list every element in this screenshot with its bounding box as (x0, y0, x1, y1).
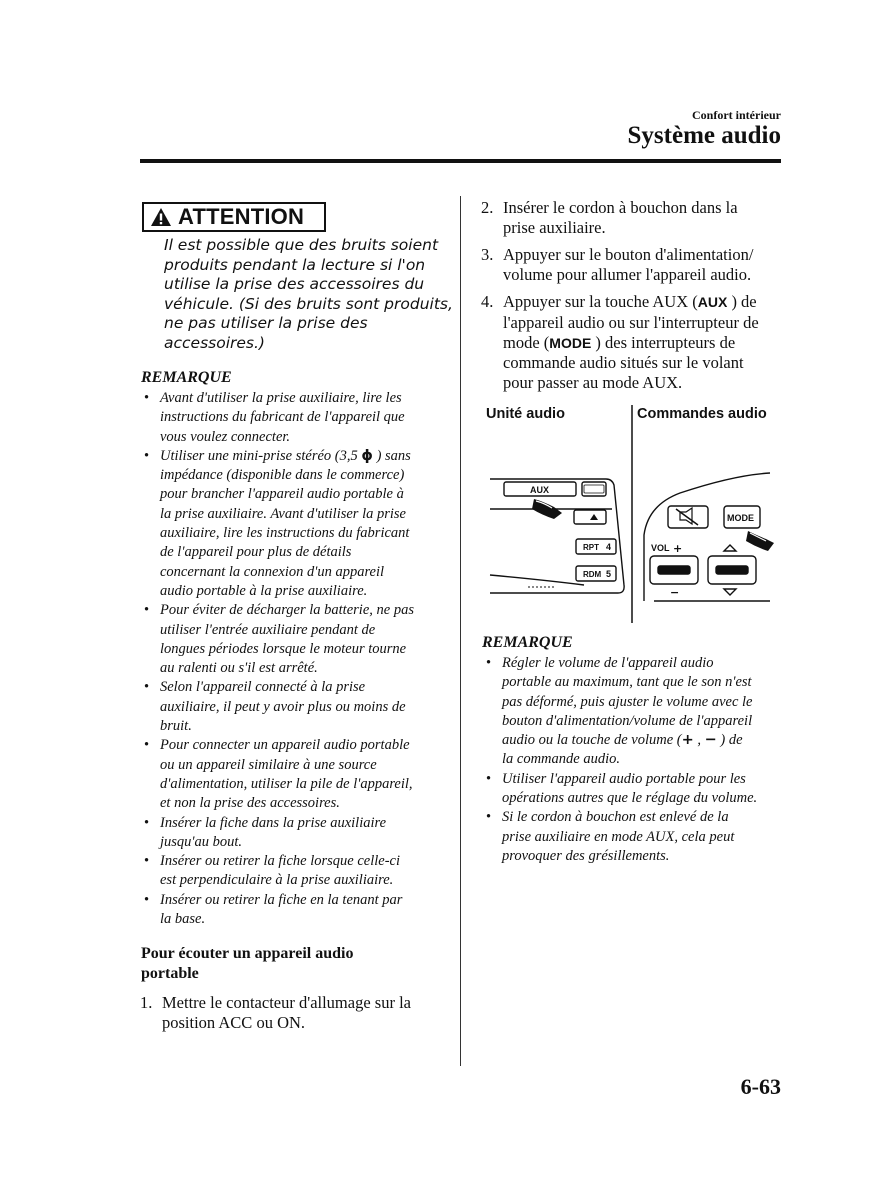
list-item: • Utiliser une mini-prise stéréo (3,5 ϕ ) sans impédance (disponible dans le commerce) pour brancher l'appareil audio portable à la prise auxiliaire. Avant d'utiliser la prise auxiliaire, lire les instructions du fabricant de l'appareil pour plus de détails concernant la connexion d'un appareil audio portable à la prise auxiliaire. (140, 447, 450, 601)
attention-line: ne pas utiliser la prise des (164, 314, 368, 332)
list-item: • Pour connecter un appareil audio portable ou un appareil similaire à une source d'alimentation, utiliser la pile de l'appareil, et non la prise des accessoires. (140, 736, 450, 813)
figure-label-audio-controls: Commandes audio (637, 406, 767, 422)
list-item: • Insérer ou retirer la fiche lorsque celle-ci est perpendiculaire à la prise auxiliaire. (140, 852, 450, 891)
aux-key-label: AUX (697, 294, 728, 311)
remarque-list (482, 654, 782, 866)
header-rule (140, 159, 781, 163)
rdm-button-label: RDM (583, 570, 602, 579)
step-item: 2. Insérer le cordon à bouchon dans la prise auxiliaire. (481, 198, 738, 237)
warning-icon (150, 207, 172, 227)
remarque-heading: REMARQUE (141, 369, 232, 386)
audio-figure (484, 405, 774, 625)
list-item: • Insérer ou retirer la fiche en la tenant par la base. (140, 891, 450, 930)
attention-text (164, 236, 453, 353)
step-item: 3. Appuyer sur le bouton d'alimentation/ volume pour allumer l'appareil audio. (481, 245, 754, 284)
page-number: 6-63 (740, 1074, 781, 1099)
attention-line: Il est possible que des bruits soient (164, 236, 439, 254)
aux-button-label: AUX (530, 485, 550, 495)
eject-icon (590, 514, 598, 520)
attention-line: véhicule. (Si des bruits sont produits, (164, 294, 453, 313)
attention-line: accessoires.) (164, 333, 265, 352)
column-divider (460, 196, 461, 1066)
list-item: • Régler le volume de l'appareil audio portable au maximum, tant que le son n'est pas déformé, puis ajuster le volume avec le bouton d'alimentation/volume de l'appareil audio ou la touche de volume (+ , − ) de la commande audio. (482, 654, 782, 770)
plus-icon: + (673, 542, 683, 555)
mode-button-label: MODE (727, 513, 754, 523)
minus-icon: − (670, 586, 680, 599)
attention-label: ATTENTION (178, 204, 305, 229)
list-item: • Selon l'appareil connecté à la prise auxiliaire, il peut y avoir plus ou moins de bruit. (140, 678, 450, 736)
attention-line: produits pendant la lecture si l'on (164, 255, 426, 274)
vol-label: VOL (651, 543, 670, 553)
list-item: • Si le cordon à bouchon est enlevé de la prise auxiliaire en mode AUX, cela peut provoquer des grésillements. (482, 808, 782, 866)
rpt-button-number: 4 (606, 542, 612, 552)
subheading: Pour écouter un appareil audio portable (141, 945, 354, 982)
step-item: 4. Appuyer sur la touche AUX (AUX ) de l'appareil audio ou sur l'interrupteur de mode (MODE ) des interrupteurs de commande audio situés sur le volant pour passer au mode AUX. (481, 292, 759, 392)
page-title: Système audio (627, 122, 781, 149)
attention-line: utilise la prise des accessoires du (164, 275, 425, 293)
steps-left (140, 993, 450, 1040)
list-item: • Avant d'utiliser la prise auxiliaire, lire les instructions du fabricant de l'appareil que vous voulez connecter. (140, 389, 450, 447)
minus-icon: − (704, 732, 717, 749)
step-item: 1. Mettre le contacteur d'allumage sur la position ACC ou ON. (140, 993, 411, 1032)
section-label: Confort intérieur (692, 108, 781, 122)
list-item: • Utiliser l'appareil audio portable pour les opérations autres que le réglage du volume. (482, 770, 782, 809)
mode-key-label: MODE (549, 334, 592, 351)
audio-unit-panel (490, 479, 624, 593)
mute-icon (676, 508, 698, 525)
finger-icon (746, 531, 774, 551)
plus-icon: + (681, 732, 694, 749)
phi-symbol: ϕ (361, 447, 373, 464)
rdm-button-number: 5 (606, 569, 612, 579)
remarque-heading: REMARQUE (482, 634, 573, 651)
list-item: • Insérer la fiche dans la prise auxiliaire jusqu'au bout. (140, 814, 450, 853)
attention-box (142, 202, 326, 232)
list-item: • Pour éviter de décharger la batterie, ne pas utiliser l'entrée auxiliaire pendant de longues périodes lorsque le moteur tourne au ralenti ou s'il est arrêté. (140, 601, 450, 678)
rpt-button-label: RPT (583, 543, 599, 552)
steps-right (481, 198, 781, 400)
figure-label-audio-unit: Unité audio (486, 406, 565, 422)
remarque-list (140, 389, 450, 929)
